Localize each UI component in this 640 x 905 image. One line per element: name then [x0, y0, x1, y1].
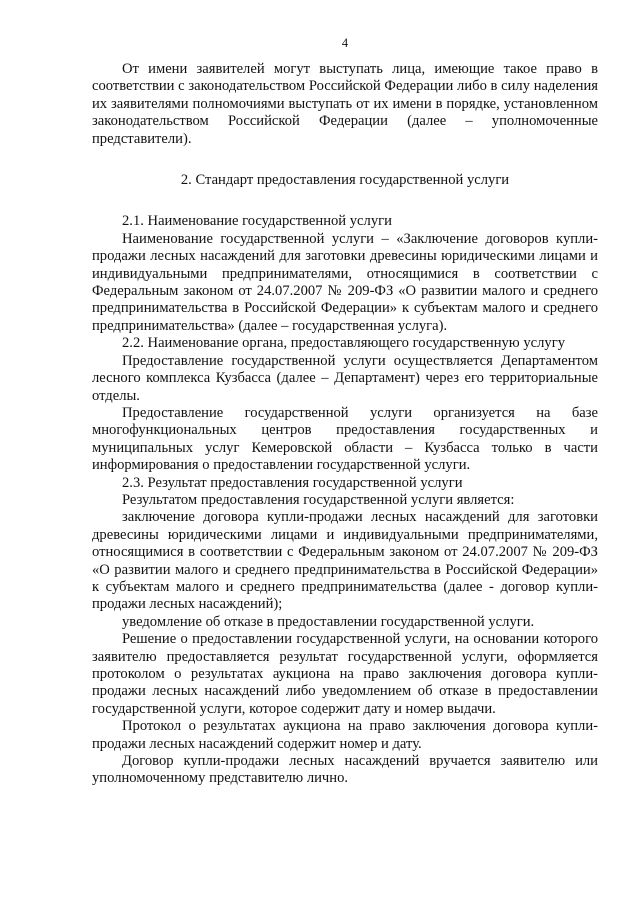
paragraph-decision: Решение о предоставлении государственной услуги, на основании которого заявителю предоставляется результат государственной услуги, оформляется протоколом о результатах аукциона на право заключения договора купли-продажи лесных насаждений либо уведомлением об отказе в предоставлении государственной услуги, которое содержит дату и номер выдачи.	[92, 631, 598, 717]
paragraph-result-intro: Результатом предоставления государственной услуги является:	[122, 491, 515, 508]
paragraph-representatives: От имени заявителей могут выступать лица, имеющие такое право в соответствии с законодательством Российской Федерации либо в силу наделения их заявителями полномочиями выступать от их имени в порядке, установленном законодательством Российской Федерации (далее – уполномоченные представители).	[92, 61, 598, 147]
subsection-heading-2-2: 2.2. Наименование органа, предоставляющего государственную услугу	[122, 335, 565, 352]
section-title: 2. Стандарт предоставления государственной услуги	[180, 172, 510, 189]
paragraph-result-contract: заключение договора купли-продажи лесных насаждений для заготовки древесины юридическими лицами и индивидуальными предпринимателями, относящимися в соответствии с Федеральным законом от 24.07.2007 № 209-ФЗ «О развитии малого и среднего предпринимательства в Российской Федерации» к субъектам малого и среднего предпринимательства (далее - договор купли-продажи лесных насаждений);	[92, 509, 598, 613]
paragraph-authority: Предоставление государственной услуги осуществляется Департаментом лесного комплекса Кузбасса (далее – Департамент) через его территориальные отделы.	[92, 352, 598, 404]
paragraph-mfc: Предоставление государственной услуги организуется на базе многофункциональных центров предоставления государственных и муниципальных услуг Кемеровской области – Кузбасса только в части информирования о предоставлении государственной услуги.	[92, 404, 598, 474]
paragraph-service-name: Наименование государственной услуги – «Заключение договоров купли-продажи лесных насаждений для заготовки древесины юридическими лицами и индивидуальными предпринимателями, относящимися в соответствии с Федеральным законом от 24.07.2007 № 209-ФЗ «О развитии малого и среднего предпринимательства в Российской Федерации» к субъектам малого и среднего предпринимательства» (далее – государственная услуга).	[92, 230, 598, 334]
paragraph-delivery: Договор купли-продажи лесных насаждений вручается заявителю или уполномоченному представителю лично.	[92, 753, 598, 787]
paragraph-protocol: Протокол о результатах аукциона на право заключения договора купли-продажи лесных насаждений содержит номер и дату.	[92, 718, 598, 752]
paragraph-result-refusal: уведомление об отказе в предоставлении государственной услуги.	[122, 613, 535, 630]
subsection-heading-2-3: 2.3. Результат предоставления государственной услуги	[122, 474, 463, 491]
page-number: 4	[341, 36, 349, 50]
subsection-heading-2-1: 2.1. Наименование государственной услуги	[122, 213, 392, 230]
